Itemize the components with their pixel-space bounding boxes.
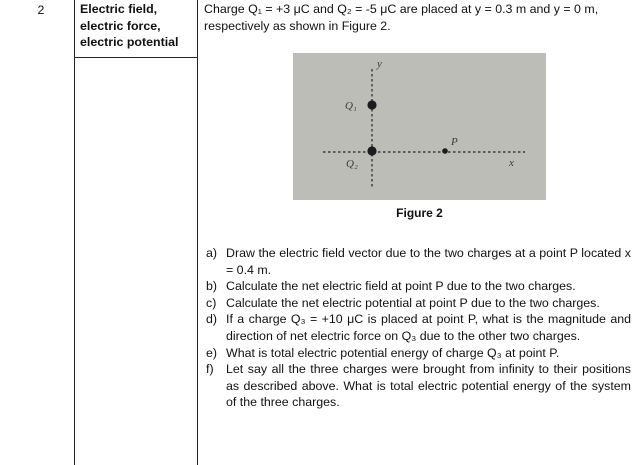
list-item [206, 245, 631, 278]
item-text: If a charge Q₃ = +10 μC is placed at point P, what is the magnitude and direction of net electric force on Q₃ due to the other two charges. [226, 312, 631, 343]
x-axis-label: x [509, 157, 514, 169]
item-text: Calculate the net electric potential at point P due to the two charges. [226, 295, 600, 310]
topic-cell [80, 1, 192, 51]
topic-line: electric potential [80, 35, 179, 50]
item-label: a) [206, 246, 218, 260]
list-item [206, 278, 631, 295]
item-label: d) [206, 312, 218, 327]
charge-q1-dot [367, 100, 376, 109]
list-item [206, 361, 631, 411]
list-item [206, 311, 631, 344]
y-axis-label: y [377, 58, 382, 70]
sub-question-list [206, 245, 631, 411]
list-item [206, 295, 631, 312]
charge-q2-label: Q₂ [346, 158, 358, 170]
item-text: Draw the electric field vector due to the two charges at a point P located x = 0.4 m. [226, 246, 631, 277]
intro-line-2: respectively as shown in Figure 2. [204, 18, 391, 33]
question-intro [204, 1, 634, 34]
item-text: What is total electric potential energy of charge Q₃ at point P. [226, 345, 560, 360]
item-text: Let say all the three charges were brought from infinity to their positions as described above. What is total electric potential energy of the system of the three charges. [226, 362, 631, 410]
topic-line: electric force, [80, 18, 161, 33]
item-label: c) [206, 295, 217, 310]
table-border-left [74, 0, 75, 465]
figure-2-image [293, 53, 546, 200]
item-label: e) [206, 345, 218, 360]
table-border-middle [197, 0, 198, 465]
point-p-dot [442, 148, 448, 154]
point-p-label: P [451, 136, 458, 148]
list-item [206, 345, 631, 362]
question-number: 2 [37, 3, 45, 17]
figure-caption: Figure 2 [396, 206, 443, 220]
item-text: Calculate the net electric field at point P due to the two charges. [226, 279, 576, 294]
topic-line: Electric field, [80, 2, 158, 16]
charge-q2-dot [367, 146, 376, 155]
item-label: b) [206, 279, 218, 294]
topic-cell-bottom-border [74, 57, 198, 58]
charge-diagram [293, 53, 546, 200]
charge-q1-label: Q₁ [345, 100, 357, 112]
intro-line-1: Charge Q₁ = +3 μC and Q₂ = -5 μC are placed at y = 0.3 m and y = 0 m, [204, 2, 599, 16]
item-label: f) [206, 362, 214, 377]
